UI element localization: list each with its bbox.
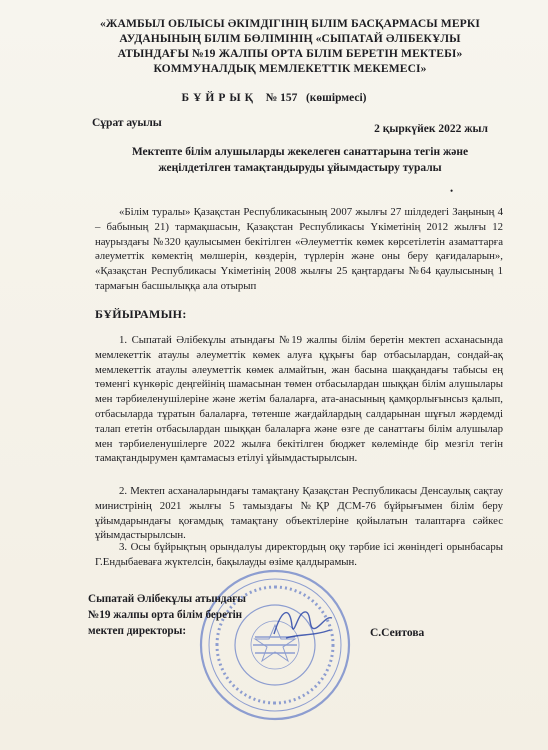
order-item-1: 1. Сыпатай Әлібекұлы атындағы №19 жалпы білім беретін мектеп асханасында мемлекеттік атаулы әлеуметтік көмек алуға құқығы бар отбасылардан, сондай-ақ мемлекеттік атаулы әлеуметтік көмек алмайтын, жан басына шаққандағы табысы ең төменгі күнкөріс деңгейінің шамасынан төмен отбасылардан шыққан білім алушылары мен тәрбиеленушілеріне және жетім балаларға, ата-анасының қамқорлығынсыз қалып, отбасыларда тұратын балаларға, төтенше жағдайлардың салдарынан шұғыл жәрдемді талап ететін отбасылардан шыққан балаларға және өзге де санаттағы білім алушылар мен тәрбиеленушілерге 2022 жылға бекітілген бюджет көлемінде бір мезгіл тегін тамақтандырумен қамтамасыз етілуі ұйымдастырылсын. <box>95 334 503 465</box>
signer-line-3: мектеп директоры: <box>88 625 187 637</box>
order-title <box>80 144 520 176</box>
signer-block <box>88 591 308 639</box>
order-item-2: 2. Мектеп асханаларындағы тамақтану Қазақстан Республикасы Денсаулық сақтау министрінің 2021 жылғы 5 тамыздағы №ҚР ДСМ-76 бұйрығымен білім беру ұйымдарындағы қоғамдық тамақтану объектілеріне қойылатын талаптарға сәйкес ұйымдастырылсын. <box>95 485 503 542</box>
header-line-1: «ЖАМБЫЛ ОБЛЫСЫ ӘКІМДІГІНІҢ БІЛІМ БАСҚАРМАСЫ МЕРКІ <box>100 17 480 30</box>
command-word: БҰЙЫРАМЫН: <box>95 307 187 321</box>
signer-line-2: №19 жалпы орта білім беретін <box>88 609 243 621</box>
order-copy-note: (көшірмесі) <box>305 92 367 104</box>
title-line-1: Мектепте білім алушыларды жекелеген санаттарына тегін және <box>131 146 469 158</box>
signer-name: С.Сеитова <box>370 627 425 639</box>
header-line-2: АУДАНЫНЫҢ БІЛІМ БӨЛІМІНІҢ «СЫПАТАЙ ӘЛІБЕКҰЛЫ <box>119 32 461 45</box>
title-line-2: жеңілдетілген тамақтандыруды ұйымдастыру туралы <box>158 162 442 174</box>
place-name: Сұрат ауылы <box>92 117 162 129</box>
order-heading <box>0 92 548 104</box>
order-word: БҰЙРЫҚ <box>181 92 258 104</box>
institution-header <box>60 16 520 76</box>
stray-dot: • <box>450 186 454 196</box>
order-item-3: 3. Осы бұйрықтың орындалуы директордың оқу тәрбие ісі жөніндегі орынбасары Г.Ендыбаеваға жүктелсін, бақылауды өзіме қалдырамын. <box>95 541 503 568</box>
header-line-3: АТЫНДАҒЫ №19 ЖАЛПЫ ОРТА БІЛІМ БЕРЕТІН МЕКТЕБІ» <box>117 47 463 60</box>
signer-line-1: Сыпатай Әлібекұлы атындағы <box>88 593 246 605</box>
preamble-paragraph: «Білім туралы» Қазақстан Республикасының 2007 жылғы 27 шілдедегі Заңының 4 – бабының 21) тармақшасын, Қазақстан Республикасы Үкіметінің 2012 жылғы 12 наурыздағы №320 қаулысымен бекітілген «Әлеуметтік көмек көрсетілетін азаматтарға әлеуметтік көмектің мөлшерін, көздерін, түрлерін және оны беру қағидаларын», «Қазақстан Республикасы Үкіметінің 2008 жылғы 25 қаңтардағы №64 қаулысының 1 тармағын басшылыққа ала отырып <box>95 206 503 292</box>
order-date: 2 қыркүйек 2022 жыл <box>374 123 488 135</box>
header-line-4: КОММУНАЛДЫҚ МЕМЛЕКЕТТІК МЕКЕМЕСІ» <box>153 62 427 75</box>
order-number: № 157 <box>265 92 298 104</box>
